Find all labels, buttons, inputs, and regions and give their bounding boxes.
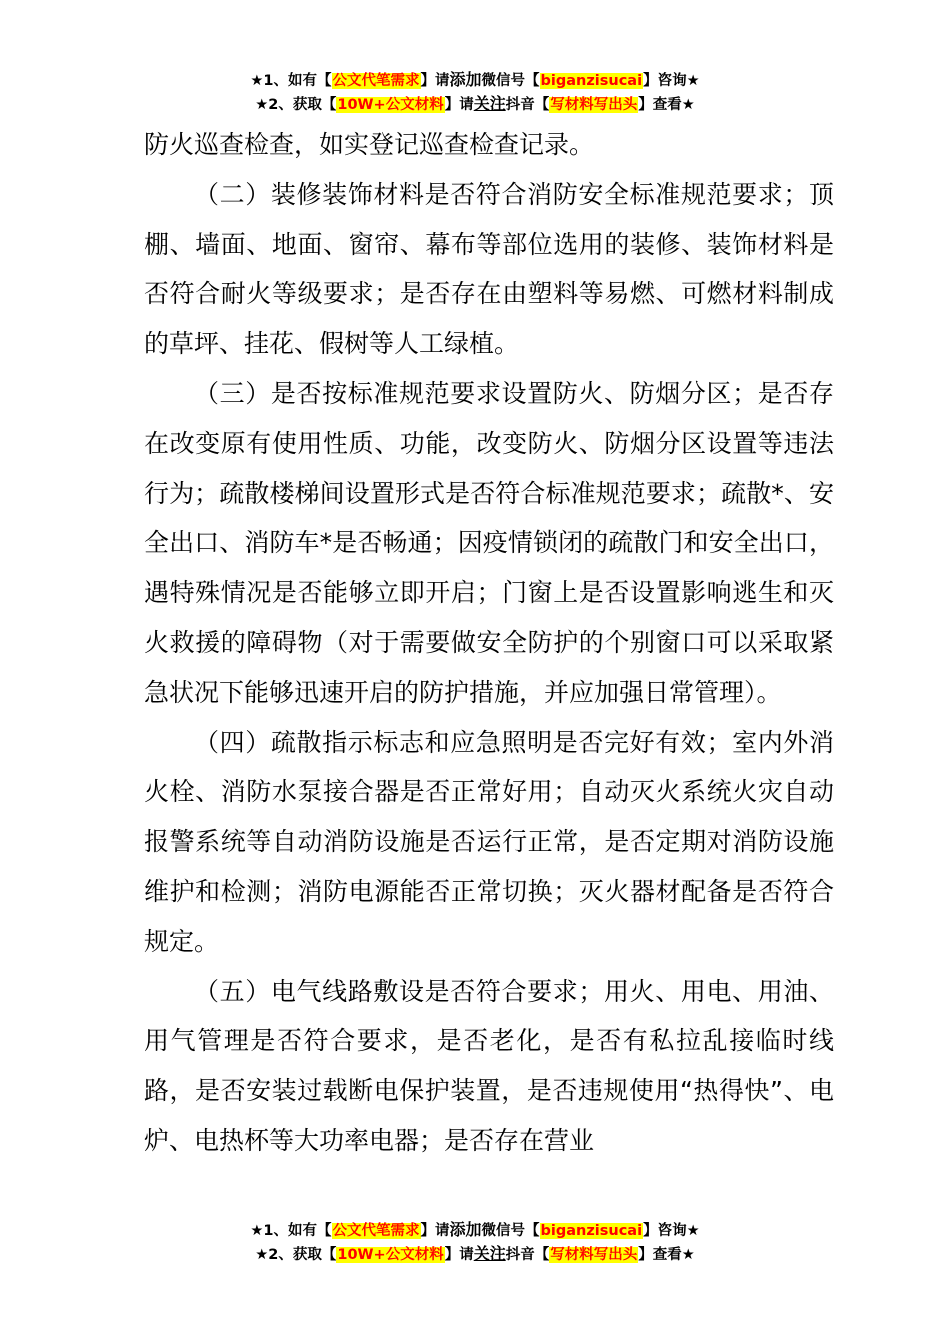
banner-highlight-wechat-id: biganzisucai <box>540 73 643 89</box>
banner-line-1-mid: 】请 <box>420 73 450 89</box>
footer-highlight-douyin-account: 写材料写出头 <box>550 1247 638 1263</box>
banner-highlight-service: 公文代笔需求 <box>332 73 420 89</box>
document-body <box>144 120 834 1166</box>
banner-highlight-materials: 10W+公文材料 <box>337 97 444 113</box>
banner-line-2-mid: 】请 <box>444 97 474 113</box>
footer-banner <box>0 1218 950 1266</box>
banner-line-2-suffix: 】查看★ <box>638 97 695 113</box>
paragraph-item-2: （二）装修装饰材料是否符合消防安全标准规范要求；顶棚、墙面、地面、窗帘、幕布等部位选用的装修、装饰材料是否符合耐火等级要求；是否存在由塑料等易燃、可燃材料制成的草坪、挂花、假树等人工绿植。 <box>144 179 834 359</box>
banner-line-2 <box>0 92 950 116</box>
footer-line-2-suffix: 】查看★ <box>638 1247 695 1263</box>
footer-line-2-prefix: ★2、获取【 <box>255 1247 337 1263</box>
header-banner <box>0 68 950 116</box>
paragraph-item-5: （五）电气线路敷设是否符合要求；用火、用电、用油、用气管理是否符合要求，是否老化，是否有私拉乱接临时线路，是否安装过载断电保护装置，是否违规使用“热得快”、电炉、电热杯等大功率电器；是否存在营业 <box>144 976 834 1155</box>
footer-line-2-mid2: 抖音【 <box>505 1247 550 1263</box>
banner-line-1-prefix: ★1、如有【 <box>250 73 332 89</box>
footer-line-1-prefix: ★1、如有【 <box>250 1223 332 1239</box>
footer-banner-line-2 <box>0 1242 950 1266</box>
footer-highlight-materials: 10W+公文材料 <box>337 1247 444 1263</box>
banner-line-2-prefix: ★2、获取【 <box>255 97 337 113</box>
paragraph-item-3: （三）是否按标准规范要求设置防火、防烟分区；是否存在改变原有使用性质、功能，改变防火、防烟分区设置等违法行为；疏散楼梯间设置形式是否符合标准规范要求；疏散*、安全出口、消防车*是否畅通；因疫情锁闭的疏散门和安全出口，遇特殊情况是否能够立即开启；门窗上是否设置影响逃生和灭火救援的障碍物（对于需要做安全防护的个别窗口可以采取紧急状况下能够迅速开启的防护措施，并应加强日常管理）。 <box>144 378 834 707</box>
banner-emphasis-add: 添加 <box>449 70 482 89</box>
banner-line-1-mid2: 微信号【 <box>481 73 540 89</box>
footer-highlight-wechat-id: biganzisucai <box>540 1223 643 1239</box>
footer-highlight-service: 公文代笔需求 <box>332 1223 420 1239</box>
paragraph-item-4: （四）疏散指示标志和应急照明是否完好有效；室内外消火栓、消防水泵接合器是否正常好用；自动灭火系统火灾自动报警系统等自动消防设施是否运行正常，是否定期对消防设施维护和检测；消防电源能否正常切换；灭火器材配备是否符合规定。 <box>144 727 834 956</box>
footer-line-2-mid: 】请 <box>444 1247 474 1263</box>
banner-line-2-mid2: 抖音【 <box>505 97 550 113</box>
footer-line-1-mid2: 微信号【 <box>481 1223 540 1239</box>
banner-line-1-suffix: 】咨询★ <box>643 73 700 89</box>
banner-line-1 <box>0 68 950 92</box>
footer-emphasis-add: 添加 <box>449 1220 482 1239</box>
footer-line-1-mid: 】请 <box>420 1223 450 1239</box>
footer-line-1-suffix: 】咨询★ <box>643 1223 700 1239</box>
footer-emphasis-follow: 关注 <box>473 1244 506 1263</box>
banner-highlight-douyin-account: 写材料写出头 <box>550 97 638 113</box>
footer-banner-line-1 <box>0 1218 950 1242</box>
paragraph-continued: 防火巡查检查，如实登记巡查检查记录。 <box>144 130 595 159</box>
banner-emphasis-follow: 关注 <box>473 94 506 113</box>
